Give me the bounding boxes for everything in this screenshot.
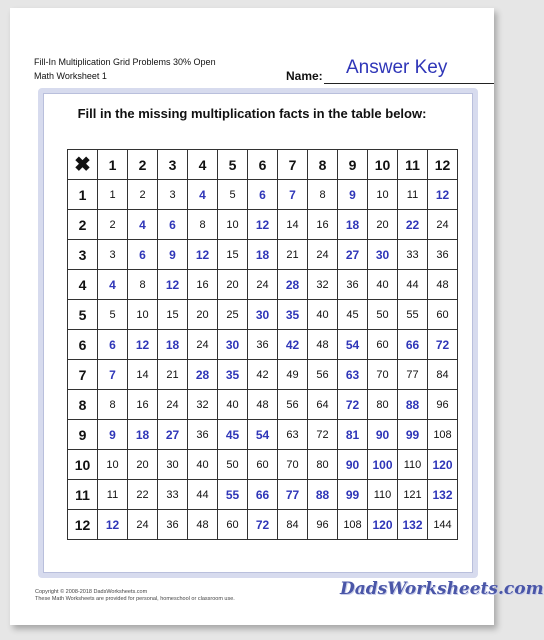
column-header: 5	[218, 150, 248, 180]
product-cell: 60	[368, 330, 398, 360]
answer-cell: 35	[278, 300, 308, 330]
worksheet-title-line-2: Math Worksheet 1	[34, 71, 107, 81]
product-cell: 16	[128, 390, 158, 420]
answer-cell: 4	[188, 180, 218, 210]
product-cell: 55	[398, 300, 428, 330]
answer-cell: 9	[158, 240, 188, 270]
product-cell: 10	[368, 180, 398, 210]
product-cell: 16	[308, 210, 338, 240]
multiply-icon: ✖	[68, 150, 98, 180]
product-cell: 144	[428, 510, 458, 540]
column-header: 3	[158, 150, 188, 180]
answer-cell: 6	[158, 210, 188, 240]
product-cell: 32	[308, 270, 338, 300]
product-cell: 10	[128, 300, 158, 330]
product-cell: 33	[158, 480, 188, 510]
grid-row	[68, 270, 458, 300]
product-cell: 70	[278, 450, 308, 480]
row-header: 8	[68, 390, 98, 420]
product-cell: 14	[278, 210, 308, 240]
product-cell: 44	[398, 270, 428, 300]
answer-cell: 7	[98, 360, 128, 390]
row-header: 11	[68, 480, 98, 510]
product-cell: 108	[338, 510, 368, 540]
product-cell: 84	[428, 360, 458, 390]
answer-cell: 30	[218, 330, 248, 360]
product-cell: 3	[98, 240, 128, 270]
product-cell: 10	[218, 210, 248, 240]
column-header: 9	[338, 150, 368, 180]
column-header: 1	[98, 150, 128, 180]
answer-cell: 30	[248, 300, 278, 330]
multiplication-grid	[67, 149, 458, 540]
answer-cell: 12	[158, 270, 188, 300]
answer-cell: 90	[338, 450, 368, 480]
product-cell: 72	[308, 420, 338, 450]
row-header: 4	[68, 270, 98, 300]
answer-cell: 72	[248, 510, 278, 540]
answer-cell: 132	[428, 480, 458, 510]
answer-cell: 81	[338, 420, 368, 450]
product-cell: 48	[308, 330, 338, 360]
product-cell: 110	[398, 450, 428, 480]
answer-cell: 28	[188, 360, 218, 390]
answer-cell: 100	[368, 450, 398, 480]
answer-cell: 30	[368, 240, 398, 270]
product-cell: 8	[188, 210, 218, 240]
answer-cell: 45	[218, 420, 248, 450]
product-cell: 24	[158, 390, 188, 420]
grid-row	[68, 510, 458, 540]
product-cell: 56	[278, 390, 308, 420]
answer-cell: 77	[278, 480, 308, 510]
product-cell: 24	[188, 330, 218, 360]
product-cell: 70	[368, 360, 398, 390]
product-cell: 60	[248, 450, 278, 480]
grid-row	[68, 180, 458, 210]
product-cell: 10	[98, 450, 128, 480]
product-cell: 20	[188, 300, 218, 330]
grid-row	[68, 480, 458, 510]
product-cell: 36	[188, 420, 218, 450]
product-cell: 40	[188, 450, 218, 480]
answer-cell: 54	[338, 330, 368, 360]
grid-row	[68, 300, 458, 330]
name-label: Name:	[286, 69, 323, 83]
answer-cell: 88	[398, 390, 428, 420]
answer-cell: 99	[398, 420, 428, 450]
product-cell: 60	[218, 510, 248, 540]
product-cell: 15	[218, 240, 248, 270]
answer-cell: 18	[338, 210, 368, 240]
product-cell: 80	[308, 450, 338, 480]
product-cell: 24	[428, 210, 458, 240]
answer-cell: 54	[248, 420, 278, 450]
product-cell: 50	[368, 300, 398, 330]
product-cell: 32	[188, 390, 218, 420]
answer-cell: 9	[338, 180, 368, 210]
column-header: 6	[248, 150, 278, 180]
product-cell: 40	[218, 390, 248, 420]
answer-cell: 66	[248, 480, 278, 510]
product-cell: 48	[248, 390, 278, 420]
product-cell: 48	[428, 270, 458, 300]
product-cell: 60	[428, 300, 458, 330]
grid-row	[68, 420, 458, 450]
instructions: Fill in the missing multiplication facts in the table below:	[77, 106, 427, 121]
product-cell: 56	[308, 360, 338, 390]
row-header: 3	[68, 240, 98, 270]
answer-cell: 28	[278, 270, 308, 300]
footer-copyright	[35, 589, 235, 603]
row-header: 9	[68, 420, 98, 450]
product-cell: 24	[248, 270, 278, 300]
product-cell: 84	[278, 510, 308, 540]
row-header: 7	[68, 360, 98, 390]
answer-cell: 22	[398, 210, 428, 240]
grid-row	[68, 210, 458, 240]
product-cell: 2	[128, 180, 158, 210]
product-cell: 36	[428, 240, 458, 270]
product-cell: 40	[308, 300, 338, 330]
product-cell: 121	[398, 480, 428, 510]
product-cell: 77	[398, 360, 428, 390]
product-cell: 36	[338, 270, 368, 300]
product-cell: 63	[278, 420, 308, 450]
row-header: 10	[68, 450, 98, 480]
worksheet-title-line-1: Fill-In Multiplication Grid Problems 30% Open	[34, 57, 216, 67]
product-cell: 14	[128, 360, 158, 390]
product-cell: 36	[158, 510, 188, 540]
answer-cell: 132	[398, 510, 428, 540]
product-cell: 42	[248, 360, 278, 390]
copyright-text: Copyright © 2008-2018 DadsWorksheets.com	[35, 589, 148, 595]
product-cell: 44	[188, 480, 218, 510]
answer-cell: 120	[368, 510, 398, 540]
name-field	[286, 57, 494, 84]
answer-cell: 66	[398, 330, 428, 360]
answer-cell: 4	[98, 270, 128, 300]
product-cell: 20	[128, 450, 158, 480]
product-cell: 96	[308, 510, 338, 540]
column-header: 11	[398, 150, 428, 180]
answer-cell: 12	[428, 180, 458, 210]
answer-cell: 120	[428, 450, 458, 480]
product-cell: 24	[308, 240, 338, 270]
answer-cell: 72	[428, 330, 458, 360]
answer-cell: 9	[98, 420, 128, 450]
answer-cell: 27	[338, 240, 368, 270]
product-cell: 108	[428, 420, 458, 450]
answer-cell: 72	[338, 390, 368, 420]
product-cell: 22	[128, 480, 158, 510]
product-cell: 64	[308, 390, 338, 420]
grid-row	[68, 390, 458, 420]
answer-cell: 6	[98, 330, 128, 360]
answer-cell: 4	[128, 210, 158, 240]
answer-cell: 7	[278, 180, 308, 210]
grid-row	[68, 450, 458, 480]
product-cell: 8	[98, 390, 128, 420]
product-cell: 15	[158, 300, 188, 330]
answer-cell: 6	[248, 180, 278, 210]
product-cell: 3	[158, 180, 188, 210]
answer-cell: 27	[158, 420, 188, 450]
product-cell: 1	[98, 180, 128, 210]
answer-cell: 18	[248, 240, 278, 270]
answer-cell: 99	[338, 480, 368, 510]
product-cell: 110	[368, 480, 398, 510]
product-cell: 36	[248, 330, 278, 360]
product-cell: 50	[218, 450, 248, 480]
worksheet-page	[10, 8, 544, 625]
usage-note: These Math Worksheets are provided for personal, homeschool or classroom use.	[35, 596, 235, 602]
column-header: 7	[278, 150, 308, 180]
column-header: 12	[428, 150, 458, 180]
product-cell: 30	[158, 450, 188, 480]
answer-cell: 55	[218, 480, 248, 510]
grid-row	[68, 360, 458, 390]
answer-cell: 12	[128, 330, 158, 360]
column-header: 10	[368, 150, 398, 180]
product-cell: 33	[398, 240, 428, 270]
product-cell: 24	[128, 510, 158, 540]
product-cell: 25	[218, 300, 248, 330]
product-cell: 8	[308, 180, 338, 210]
answer-cell: 18	[158, 330, 188, 360]
grid-header-row	[68, 150, 458, 180]
product-cell: 45	[338, 300, 368, 330]
product-cell: 2	[98, 210, 128, 240]
answer-cell: 42	[278, 330, 308, 360]
worksheet-title	[34, 55, 216, 83]
product-cell: 5	[218, 180, 248, 210]
answer-cell: 12	[188, 240, 218, 270]
answer-key-label: Answer Key	[346, 57, 448, 78]
column-header: 2	[128, 150, 158, 180]
grid-row	[68, 330, 458, 360]
dadsworksheets-logo: DadsWorksheets.com	[340, 579, 544, 599]
product-cell: 20	[218, 270, 248, 300]
grid-row	[68, 240, 458, 270]
product-cell: 96	[428, 390, 458, 420]
product-cell: 48	[188, 510, 218, 540]
row-header: 6	[68, 330, 98, 360]
product-cell: 11	[98, 480, 128, 510]
answer-cell: 18	[128, 420, 158, 450]
product-cell: 49	[278, 360, 308, 390]
answer-cell: 12	[98, 510, 128, 540]
row-header: 5	[68, 300, 98, 330]
product-cell: 20	[368, 210, 398, 240]
product-cell: 5	[98, 300, 128, 330]
product-cell: 16	[188, 270, 218, 300]
row-header: 1	[68, 180, 98, 210]
product-cell: 21	[158, 360, 188, 390]
answer-cell: 6	[128, 240, 158, 270]
product-cell: 40	[368, 270, 398, 300]
row-header: 12	[68, 510, 98, 540]
product-cell: 80	[368, 390, 398, 420]
product-cell: 11	[398, 180, 428, 210]
answer-cell: 35	[218, 360, 248, 390]
column-header: 8	[308, 150, 338, 180]
row-header: 2	[68, 210, 98, 240]
answer-cell: 88	[308, 480, 338, 510]
product-cell: 8	[128, 270, 158, 300]
answer-cell: 12	[248, 210, 278, 240]
column-header: 4	[188, 150, 218, 180]
answer-cell: 90	[368, 420, 398, 450]
answer-cell: 63	[338, 360, 368, 390]
product-cell: 21	[278, 240, 308, 270]
name-underline	[324, 83, 494, 84]
